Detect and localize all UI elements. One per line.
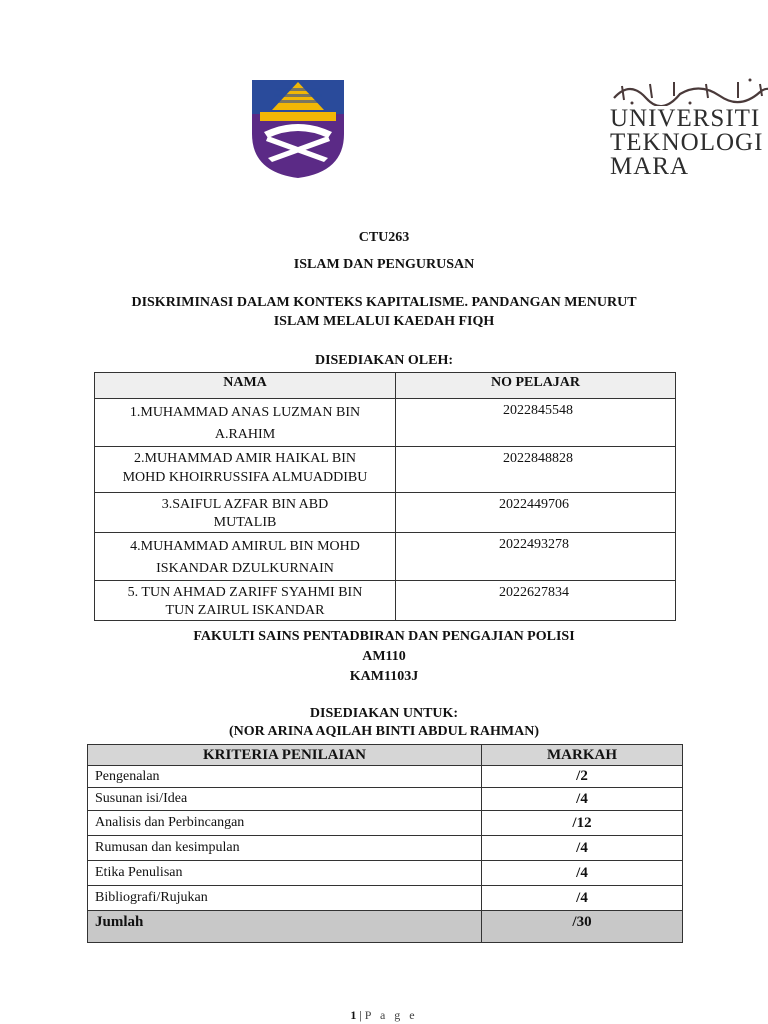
prepared-for-label: DISEDIAKAN UNTUK: [309,706,459,721]
table-row [95,399,676,447]
criteria-mark: /12 [482,811,683,836]
criteria-label: Analisis dan Perbincangan [88,811,482,836]
logo-line-1: UNIVERSITI [610,105,761,132]
table-row [88,766,683,788]
table-row [95,447,676,493]
total-label: Jumlah [88,911,482,943]
header-no-pelajar: NO PELAJAR [396,373,676,399]
student-name-line1: 4.MUHAMMAD AMIRUL BIN MOHD [130,539,360,554]
table-row [88,811,683,836]
table-row [88,886,683,911]
marks-table [87,744,683,943]
student-name-line2: ISKANDAR DZULKURNAIN [156,561,334,576]
student-id: 2022449706 [499,497,569,512]
student-name-line2: A.RAHIM [214,427,276,442]
header-nama: NAMA [95,373,396,399]
table-row [88,836,683,861]
course-code: CTU263 [358,230,410,245]
program-code: AM110 [362,649,406,664]
criteria-mark: /4 [482,836,683,861]
criteria-mark: /4 [482,861,683,886]
faculty-name: FAKULTI SAINS PENTADBIRAN DAN PENGAJIAN POLISI [193,629,575,644]
student-name-line2: TUN ZAIRUL ISKANDAR [165,603,325,618]
criteria-mark: /4 [482,788,683,811]
page-label: P a g e [364,1008,418,1022]
criteria-mark: /2 [482,766,683,788]
uitm-crest-icon [250,76,346,180]
criteria-label: Susunan isi/Idea [88,788,482,811]
table-row [88,861,683,886]
student-name-line1: 2.MUHAMMAD AMIR HAIKAL BIN [134,451,356,466]
student-id: 2022627834 [499,585,569,600]
total-row [88,911,683,943]
logo-line-2: TEKNOLOGI [610,129,764,156]
table-row [88,788,683,811]
student-id: 2022848828 [503,451,573,466]
students-table [94,372,676,621]
student-id: 2022845548 [503,403,573,418]
page-footer [0,1008,768,1023]
header-markah: MARKAH [482,745,683,766]
logo-jawi-text [610,76,768,106]
student-name-line1: 3.SAIFUL AZFAR BIN ABD [161,497,329,512]
table-row [95,493,676,533]
page-number: 1 [350,1008,357,1022]
student-name-line2: MOHD KHOIRRUSSIFA ALMUADDIBU [122,470,368,485]
student-name-line1: 1.MUHAMMAD ANAS LUZMAN BIN [129,405,361,420]
lecturer-name: (NOR ARINA AQILAH BINTI ABDUL RAHMAN) [229,724,539,739]
total-mark: /30 [482,911,683,943]
prepared-by-label: DISEDIAKAN OLEH: [314,353,454,368]
student-name-line1: 5. TUN AHMAD ZARIFF SYAHMI BIN [127,585,363,600]
criteria-label: Pengenalan [88,766,482,788]
criteria-mark: /4 [482,886,683,911]
student-name-line2: MUTALIB [213,515,277,530]
table-row [95,533,676,581]
student-id: 2022493278 [499,537,569,552]
criteria-label: Rumusan dan kesimpulan [88,836,482,861]
header-kriteria: KRITERIA PENILAIAN [88,745,482,766]
course-name: ISLAM DAN PENGURUSAN [293,257,475,272]
title-line-2: ISLAM MELALUI KAEDAH FIQH [273,314,495,329]
uitm-logo [250,76,764,180]
group-code: KAM1103J [349,669,419,684]
logo-line-3: MARA [610,153,690,180]
title-line-1: DISKRIMINASI DALAM KONTEKS KAPITALISME. PANDANGAN MENURUT [131,295,637,310]
page-separator: | [356,1008,365,1022]
table-row [95,581,676,621]
criteria-label: Etika Penulisan [88,861,482,886]
criteria-label: Bibliografi/Rujukan [88,886,482,911]
